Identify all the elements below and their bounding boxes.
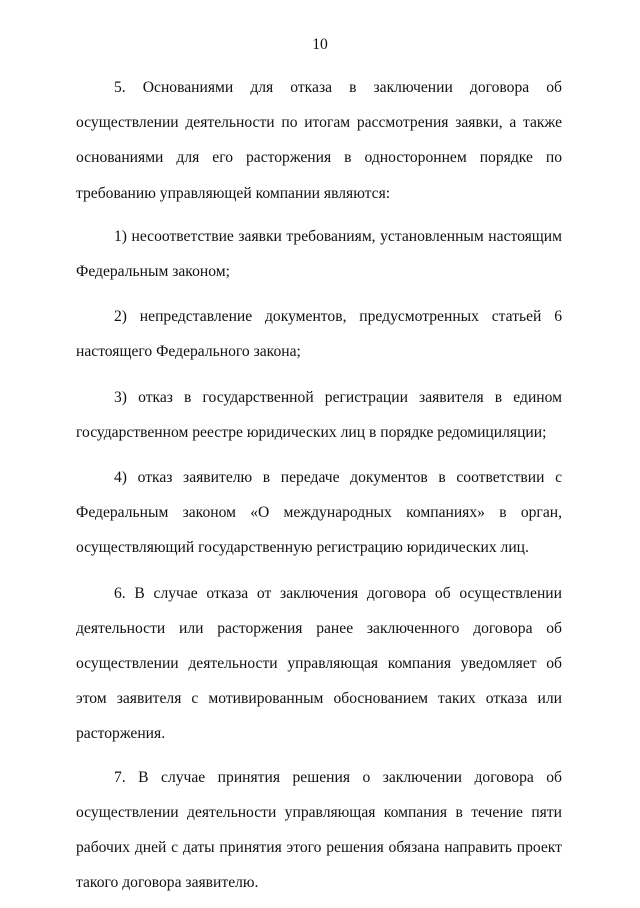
paragraph-7: 7. В случае принятия решения о заключении договора об осуществлении деятельности управляющая компания в течение пяти рабочих дней с даты принятия этого решения обязана направить проект такого договора заявителю. <box>76 768 562 892</box>
list-item-4: 4) отказ заявителю в передаче документов в соответствии с Федеральным законом «О международных компаниях» в орган, осуществляющий государственную регистрацию юридических лиц. <box>76 469 562 557</box>
list-item-2: 2) непредставление документов, предусмотренных статьей 6 настоящего Федерального закона; <box>76 308 562 361</box>
list-item-3: 3) отказ в государственной регистрации заявителя в едином государственном реестре юридических лиц в порядке редомициляции; <box>76 388 562 441</box>
paragraph-5: 5. Основаниями для отказа в заключении договора об осуществлении деятельности по итогам рассмотрения заявки, а также основаниями для его расторжения в одностороннем порядке по требованию управляющей компании являются: <box>76 79 562 202</box>
page-number: 10 <box>312 36 328 53</box>
document-body <box>76 70 562 908</box>
list-item-1: 1) несоответствие заявки требованиям, установленным настоящим Федеральным законом; <box>76 227 562 281</box>
paragraph-6: 6. В случае отказа от заключения договора об осуществлении деятельности или расторжения ранее заключенного договора об осуществлении деятельности управляющая компания уведомляет об этом заявителя с мотивированным обоснованием таких отказа или расторжения. <box>76 584 562 743</box>
